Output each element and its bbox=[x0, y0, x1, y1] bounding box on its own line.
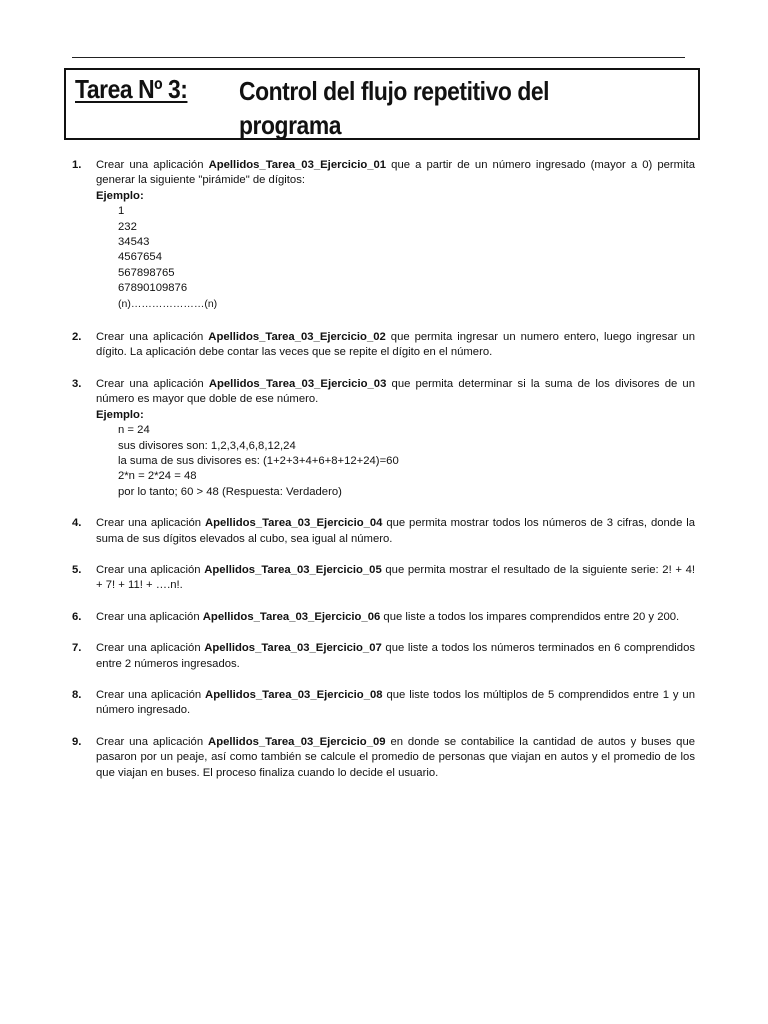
exercise-filename: Apellidos_Tarea_03_Ejercicio_07 bbox=[204, 642, 382, 655]
exercise-prefix: Crear una aplicación bbox=[96, 331, 204, 344]
exercise-number: 6. bbox=[72, 610, 82, 623]
exercise-9 bbox=[72, 735, 695, 781]
example-line: n = 24 bbox=[118, 424, 150, 437]
example-line: 67890109876 bbox=[118, 282, 188, 295]
example-line: 567898765 bbox=[118, 266, 175, 279]
exercise-description: que permita mostrar el resultado de la siguiente serie: 2! + 4! + 7! + 11! + ….n!. bbox=[96, 563, 696, 592]
exercise-5 bbox=[72, 563, 695, 594]
exercise-description: que liste todos los múltiplos de 5 comprendidos entre 1 y un número ingresado. bbox=[96, 688, 696, 717]
exercise-number: 1. bbox=[72, 159, 82, 171]
exercise-prefix: Crear una aplicación bbox=[96, 377, 204, 390]
example-line: 2*n = 2*24 = 48 bbox=[118, 470, 197, 483]
exercise-3 bbox=[72, 377, 695, 500]
example-line: 4567654 bbox=[118, 251, 162, 264]
title-box bbox=[64, 68, 700, 140]
example-block bbox=[118, 423, 695, 500]
exercise-6 bbox=[72, 610, 695, 625]
example-label: Ejemplo: bbox=[96, 189, 144, 202]
exercise-number: 7. bbox=[72, 642, 82, 655]
example-line: sus divisores son: 1,2,3,4,6,8,12,24 bbox=[118, 439, 296, 452]
example-line: la suma de sus divisores es: (1+2+3+4+6+8+12+24)=60 bbox=[118, 454, 399, 467]
exercise-number: 4. bbox=[72, 517, 82, 530]
example-line: (n)…………………(n) bbox=[118, 297, 218, 310]
exercise-filename: Apellidos_Tarea_03_Ejercicio_06 bbox=[202, 610, 381, 623]
exercise-number: 9. bbox=[72, 735, 82, 748]
example-label: Ejemplo: bbox=[96, 408, 144, 421]
exercise-list bbox=[72, 158, 695, 781]
exercise-4 bbox=[72, 516, 695, 547]
exercise-prefix: Crear una aplicación bbox=[96, 688, 202, 701]
exercise-description: que permita determinar si la suma de los divisores de un número es mayor que doble de ese número. bbox=[96, 377, 695, 406]
exercise-description: que liste a todos los números terminados en 6 comprendidos entre 2 números ingresados. bbox=[96, 642, 696, 670]
exercise-description: que a partir de un número ingresado (mayor a 0) permita generar la siguiente "pirámide" de dígitos: bbox=[96, 159, 695, 187]
exercise-filename: Apellidos_Tarea_03_Ejercicio_01 bbox=[208, 159, 387, 171]
exercise-text bbox=[96, 610, 695, 625]
exercise-text bbox=[96, 641, 695, 672]
exercise-prefix: Crear una aplicación bbox=[96, 735, 204, 748]
exercise-prefix: Crear una aplicación bbox=[96, 563, 201, 576]
exercise-8 bbox=[72, 688, 695, 719]
exercise-prefix: Crear una aplicación bbox=[96, 642, 201, 655]
exercise-filename: Apellidos_Tarea_03_Ejercicio_05 bbox=[204, 563, 382, 576]
example-line: 1 bbox=[118, 205, 125, 218]
exercise-1 bbox=[72, 158, 695, 312]
example-block bbox=[118, 204, 695, 312]
exercise-description: que liste a todos los impares comprendidos entre 20 y 200. bbox=[383, 610, 680, 623]
exercise-description: que permita mostrar todos los números de 3 cifras, donde la suma de sus dígitos elevados al cubo, sea igual al número. bbox=[96, 517, 696, 545]
exercise-prefix: Crear una aplicación bbox=[96, 159, 204, 171]
exercise-prefix: Crear una aplicación bbox=[96, 517, 202, 530]
task-label: Tarea Nº 3: bbox=[75, 74, 188, 104]
exercise-2 bbox=[72, 330, 695, 361]
exercise-filename: Apellidos_Tarea_03_Ejercicio_02 bbox=[208, 331, 386, 344]
exercise-description: que permita ingresar un numero entero, luego ingresar un dígito. La aplicación debe contar las veces que se repite el dígito en el número. bbox=[96, 331, 695, 359]
exercise-text bbox=[96, 158, 695, 312]
exercise-description: en donde se contabilice la cantidad de autos y buses que pasaron por un peaje, así como también se calcule el promedio de personas que viajan en autos y el promedio de los que viajan en buses. El proceso finaliza cuando lo decide el usuario. bbox=[96, 735, 696, 779]
exercise-text bbox=[96, 735, 695, 781]
exercise-text bbox=[96, 688, 695, 719]
exercise-number: 5. bbox=[72, 563, 82, 576]
exercise-text bbox=[96, 563, 695, 594]
exercise-number: 3. bbox=[72, 377, 82, 390]
exercise-filename: Apellidos_Tarea_03_Ejercicio_03 bbox=[208, 377, 387, 390]
example-line: 232 bbox=[118, 220, 137, 233]
exercise-number: 8. bbox=[72, 688, 82, 701]
example-line: 34543 bbox=[118, 236, 150, 249]
exercise-prefix: Crear una aplicación bbox=[96, 610, 200, 623]
exercise-text bbox=[96, 516, 695, 547]
exercise-number: 2. bbox=[72, 331, 82, 344]
exercise-filename: Apellidos_Tarea_03_Ejercicio_08 bbox=[205, 688, 383, 701]
exercise-text bbox=[96, 377, 695, 500]
task-title: Control del flujo repetitivo del programa bbox=[239, 76, 550, 140]
exercise-7 bbox=[72, 641, 695, 672]
exercise-filename: Apellidos_Tarea_03_Ejercicio_09 bbox=[208, 735, 386, 748]
exercise-filename: Apellidos_Tarea_03_Ejercicio_04 bbox=[204, 517, 383, 530]
exercise-text bbox=[96, 330, 695, 361]
example-line: por lo tanto; 60 > 48 (Respuesta: Verdadero) bbox=[118, 485, 342, 498]
top-rule bbox=[72, 57, 685, 58]
